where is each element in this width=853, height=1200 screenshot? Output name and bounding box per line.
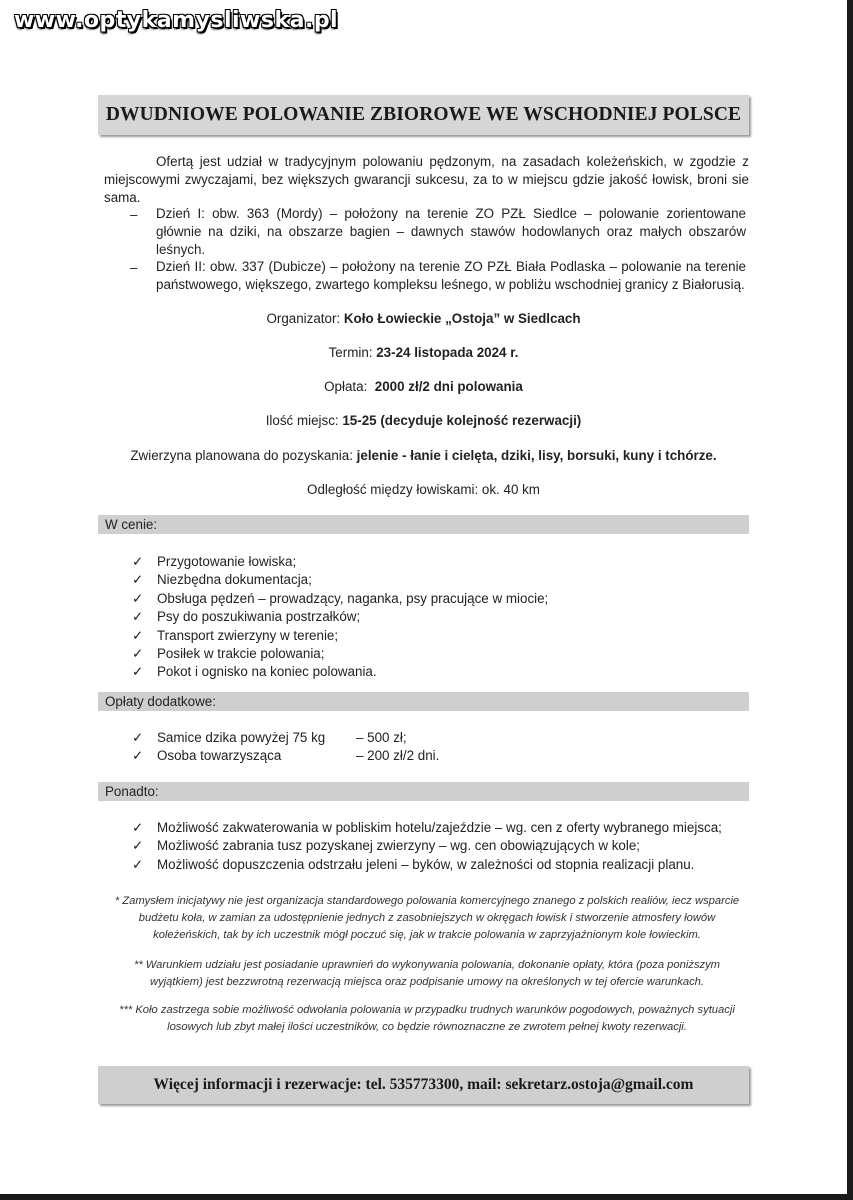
list-item (132, 747, 440, 765)
note-2: ** Warunkiem udziału jest posiadanie uprawnień do wykonywania polowania, dokonanie opłaty, która (poza poniższym wyjątkiem) jest bezzwrotną rezerwacją miejsca oraz podpisanie umowy na określonych w tej ofercie warunkach. (133, 959, 721, 988)
check-icon: ✓ (132, 820, 144, 835)
check-icon: ✓ (132, 554, 144, 569)
check-icon: ✓ (132, 838, 144, 854)
fee-item-label: Samice dzika powyżej 75 kg (157, 730, 326, 745)
list-item: ✓ Możliwość dopuszczenia odstrzału jeleni – byków, w zależności od stopnia realizacji planu. (132, 856, 722, 874)
places-value: 15-25 (decyduje kolejność rezerwacji) (342, 413, 582, 428)
list-item: ✓ Przygotowanie łowiska; (132, 553, 548, 571)
places-line (98, 413, 749, 428)
check-icon: ✓ (132, 646, 144, 662)
list-item: ✓ Obsługa pędzeń – prowadzący, naganka, psy pracujące w miocie; (132, 590, 548, 608)
fee-value: 2000 zł/2 dni polowania (374, 379, 523, 394)
day-1-description: Dzień I: obw. 363 (Mordy) – położony na terenie ZO PZŁ Siedlce – polowanie zorientowane głównie na dziki, na obszarze bagien – dawnych stawów hodowlanych oraz małych obszarów leśnych. (156, 206, 746, 257)
check-icon: ✓ (132, 609, 144, 625)
moreover-heading: Ponadto: (98, 782, 749, 801)
check-icon: ✓ (132, 627, 144, 643)
check-icon: ✓ (132, 856, 144, 872)
check-icon: ✓ (132, 730, 144, 745)
intro-paragraph: Ofertą jest udział w tradycyjnym polowaniu pędzonym, na zasadach koleżeńskich, w zgodzie z miejscowymi zwyczajami, bez większych gwarancji sukcesu, za to w miejscu gdzie jakość łowisk, broni sie sama. (104, 154, 749, 205)
fee-item-amount: – 200 zł/2 dni. (356, 748, 440, 764)
game-value: jelenie - łanie i cielęta, dziki, lisy, borsuki, kuny i tchórze. (356, 448, 717, 463)
moreover-list (132, 819, 722, 874)
list-item: ✓ Transport zwierzyny w terenie; (132, 627, 548, 645)
game-line (98, 448, 749, 463)
places-label: Ilość miejsc: (265, 413, 339, 428)
term-line (98, 345, 749, 360)
fee-item-amount: – 500 zł; (356, 730, 407, 745)
note-3: *** Koło zastrzega sobie możliwość odwołania polowania w przypadku trudnych warunków pogodowych, poważnych sytuacji losowych lub zbyt małej ilości uczestników, co będzie równoznaczne ze zwrotem pełnej kwoty rezerwacji. (119, 1004, 735, 1033)
included-list (132, 553, 548, 682)
day-2-dash: – (130, 260, 138, 275)
included-heading: W cenie: (98, 515, 749, 534)
check-icon: ✓ (132, 664, 144, 680)
game-label: Zwierzyna planowana do pozyskania: (130, 448, 353, 463)
check-icon: ✓ (132, 748, 144, 764)
list-item: ✓ Psy do poszukiwania postrzałków; (132, 608, 548, 626)
extra-fees-list (132, 729, 440, 766)
contact-footer: Więcej informacji i rezerwacje: tel. 535773300, mail: sekretarz.ostoja@gmail.com (98, 1066, 749, 1104)
list-item: ✓ Możliwość zakwaterowania w pobliskim hotelu/zajeździe – wg. cen z oferty wybranego miejsca; (132, 819, 722, 837)
list-item (132, 729, 407, 747)
organizer-line (98, 311, 749, 326)
day-2-description: Dzień II: obw. 337 (Dubicze) – położony na terenie ZO PZŁ Biała Podlaska – polowanie na terenie państwowego, większego, zwartego kompleksu leśnego, w pobliżu wschodniej granicy z Białorusią. (156, 259, 746, 292)
page-title: DWUDNIOWE POLOWANIE ZBIOROWE WE WSCHODNIEJ POLSCE (98, 95, 749, 135)
fee-line (98, 379, 749, 394)
day-1-dash: – (130, 207, 138, 222)
check-icon: ✓ (132, 572, 144, 588)
watermark: www.optykamysliwska.pl (14, 8, 339, 33)
check-icon: ✓ (132, 590, 144, 606)
list-item: ✓ Posiłek w trakcie polowania; (132, 645, 548, 663)
fee-label: Opłata: (324, 379, 368, 394)
term-label: Termin: (328, 345, 373, 360)
organizer-value: Koło Łowieckie „Ostoja” w Siedlcach (343, 311, 581, 326)
organizer-label: Organizator: (266, 311, 341, 326)
note-1: * Zamysłem inicjatywy nie jest organizacja standardowego polowania komercyjnego znanego z polskich realiów, iecz wsparcie budżetu koła, w zamian za udostępnienie jednych z zasobniejszych w okręgach łowisk i stworzenie atmosfery łowów koleżeńskich, tak by ich uczestnik mógł poczuć się, jak w trakcie polowania w zaprzyjaźnionym kole łowieckim. (114, 895, 740, 941)
fee-item-label: Osoba towarzysząca (157, 748, 282, 764)
term-value: 23-24 listopada 2024 r. (376, 345, 519, 360)
list-item: ✓ Pokot i ognisko na koniec polowania. (132, 663, 548, 681)
list-item: ✓ Możliwość zabrania tusz pozyskanej zwierzyny – wg. cen obowiązujących w kole; (132, 837, 722, 855)
distance-line: Odległość między łowiskami: ok. 40 km (307, 482, 540, 497)
extra-fees-heading: Opłaty dodatkowe: (98, 692, 749, 711)
list-item: ✓ Niezbędna dokumentacja; (132, 571, 548, 589)
